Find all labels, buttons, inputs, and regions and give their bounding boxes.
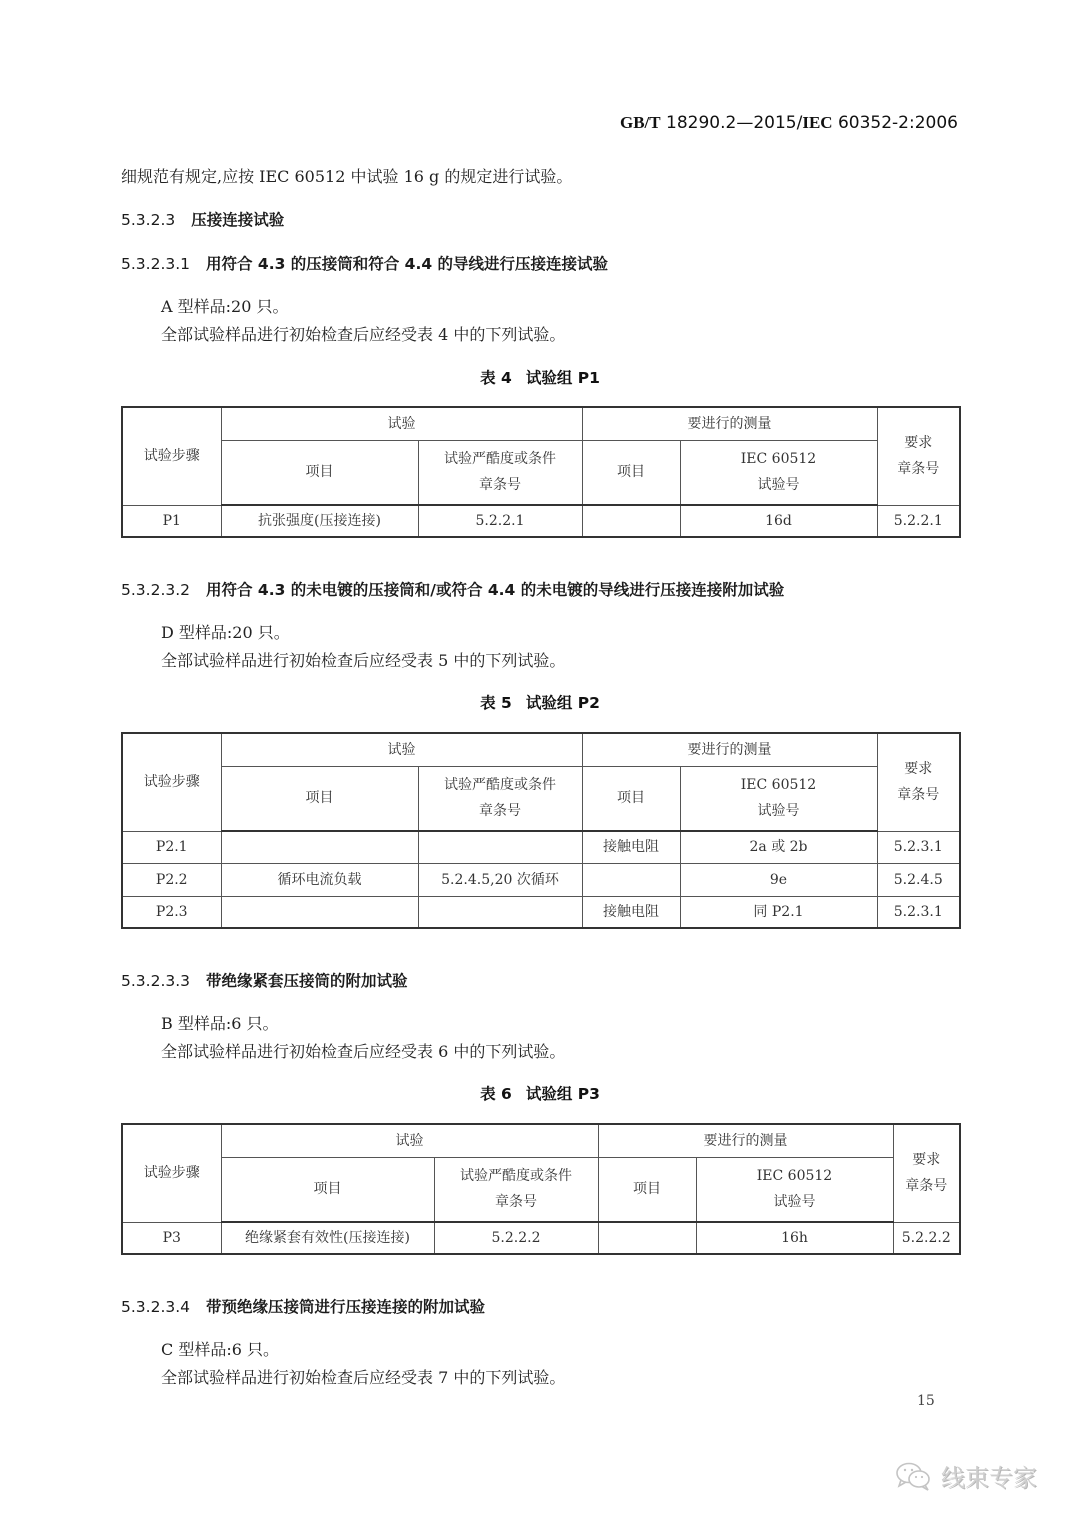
- header-meas-item: 项目: [582, 766, 680, 831]
- caption-number: 表 4: [480, 369, 512, 387]
- page-number: 15: [917, 1393, 935, 1409]
- cell-step: P1: [122, 505, 221, 537]
- cell-severity: [418, 896, 582, 928]
- cell-item: 绝缘紧套有效性(压接连接): [221, 1222, 434, 1254]
- header-step: 试验步骤: [122, 407, 221, 505]
- header-test: 试验: [221, 407, 582, 440]
- section-heading-5-3-2-3-1: [121, 252, 608, 274]
- cell-severity: 5.2.2.2: [434, 1222, 598, 1254]
- caption-title: 试验组 P3: [525, 1085, 600, 1103]
- header-measurement: 要进行的测量: [582, 407, 877, 440]
- sample-count: A 型样品:20 只。: [161, 297, 289, 316]
- section-title: 带预绝缘压接筒进行压接连接的附加试验: [206, 1298, 486, 1316]
- cell-requirement: 5.2.2.1: [877, 505, 960, 537]
- test-instruction: 全部试验样品进行初始检查后应经受表 5 中的下列试验。: [161, 651, 566, 670]
- header-iec: IEC 60512 试验号: [696, 1157, 893, 1222]
- test-instruction: 全部试验样品进行初始检查后应经受表 7 中的下列试验。: [161, 1368, 566, 1387]
- wechat-icon: [895, 1461, 933, 1491]
- header-item: 项目: [221, 440, 418, 505]
- cell-step: P3: [122, 1222, 221, 1254]
- section-number: 5.3.2.3.1: [121, 255, 191, 273]
- section-title: 压接连接试验: [191, 211, 285, 229]
- sample-count: C 型样品:6 只。: [161, 1340, 279, 1359]
- section-title: 带绝缘紧套压接筒的附加试验: [206, 972, 408, 990]
- running-header: [600, 113, 958, 133]
- test-instruction: 全部试验样品进行初始检查后应经受表 4 中的下列试验。: [161, 325, 566, 344]
- header-severity: 试验严酷度或条件 章条号: [434, 1157, 598, 1222]
- header-requirement: 要求 章条号: [877, 407, 960, 505]
- header-requirement: 要求 章条号: [877, 733, 960, 831]
- cell-requirement: 5.2.4.5: [877, 863, 960, 896]
- header-requirement: 要求 章条号: [893, 1124, 960, 1222]
- caption-number: 表 5: [480, 694, 512, 712]
- cell-severity: [418, 831, 582, 863]
- cell-iec: 16h: [696, 1222, 893, 1254]
- header-test: 试验: [221, 733, 582, 766]
- test-instruction: 全部试验样品进行初始检查后应经受表 6 中的下列试验。: [161, 1042, 566, 1061]
- cell-step: P2.1: [122, 831, 221, 863]
- table-5: [121, 732, 961, 929]
- header-step: 试验步骤: [122, 733, 221, 831]
- cell-iec: 同 P2.1: [680, 896, 877, 928]
- cell-meas-item: [582, 863, 680, 896]
- table-row: [122, 863, 960, 896]
- watermark: [895, 1458, 1037, 1493]
- table-row: [122, 831, 960, 863]
- section-heading-5-3-2-3-3: [121, 969, 408, 991]
- table-5-caption: [0, 691, 1080, 713]
- header-test: 试验: [221, 1124, 598, 1157]
- table-row: [122, 896, 960, 928]
- cell-meas-item: 接触电阻: [582, 831, 680, 863]
- cell-step: P2.3: [122, 896, 221, 928]
- cell-severity: 5.2.2.1: [418, 505, 582, 537]
- section-number: 5.3.2.3.3: [121, 972, 191, 990]
- section-number: 5.3.2.3.2: [121, 581, 191, 599]
- section-number: 5.3.2.3: [121, 211, 176, 229]
- header-iec: IEC 60512 试验号: [680, 440, 877, 505]
- cell-meas-item: [598, 1222, 696, 1254]
- section-number: 5.3.2.3.4: [121, 1298, 191, 1316]
- header-meas-item: 项目: [598, 1157, 696, 1222]
- cell-severity: 5.2.4.5,20 次循环: [418, 863, 582, 896]
- cell-requirement: 5.2.2.2: [893, 1222, 960, 1254]
- header-item: 项目: [221, 766, 418, 831]
- standard-number: 18290.2—2015/: [666, 113, 803, 133]
- table-6-caption: [0, 1082, 1080, 1104]
- cell-requirement: 5.2.3.1: [877, 896, 960, 928]
- table-4-caption: [0, 366, 1080, 388]
- cell-step: P2.2: [122, 863, 221, 896]
- caption-title: 试验组 P1: [525, 369, 600, 387]
- sample-count: D 型样品:20 只。: [161, 623, 290, 642]
- cell-item: [221, 831, 418, 863]
- iec-number: 60352-2:2006: [837, 113, 958, 133]
- cell-item: 抗张强度(压接连接): [221, 505, 418, 537]
- header-iec: IEC 60512 试验号: [680, 766, 877, 831]
- caption-title: 试验组 P2: [525, 694, 600, 712]
- cell-item: [221, 896, 418, 928]
- section-title: 用符合 4.3 的压接筒和符合 4.4 的导线进行压接连接试验: [206, 255, 609, 273]
- table-row: [122, 505, 960, 537]
- table-row: [122, 1222, 960, 1254]
- section-heading-5-3-2-3: [121, 208, 284, 230]
- header-step: 试验步骤: [122, 1124, 221, 1222]
- table-4: [121, 406, 961, 538]
- cell-meas-item: 接触电阻: [582, 896, 680, 928]
- watermark-text: 线束专家: [941, 1464, 1037, 1492]
- section-heading-5-3-2-3-2: [121, 578, 784, 600]
- header-meas-item: 项目: [582, 440, 680, 505]
- cell-iec: 16d: [680, 505, 877, 537]
- cell-requirement: 5.2.3.1: [877, 831, 960, 863]
- cell-iec: 9e: [680, 863, 877, 896]
- section-title: 用符合 4.3 的未电镀的压接筒和/或符合 4.4 的未电镀的导线进行压接连接附加试验: [206, 581, 785, 599]
- standard-prefix: GB/T: [620, 113, 661, 132]
- header-measurement: 要进行的测量: [598, 1124, 893, 1157]
- cell-iec: 2a 或 2b: [680, 831, 877, 863]
- header-measurement: 要进行的测量: [582, 733, 877, 766]
- cell-item: 循环电流负载: [221, 863, 418, 896]
- header-severity: 试验严酷度或条件 章条号: [418, 766, 582, 831]
- table-6: [121, 1123, 961, 1255]
- sample-count: B 型样品:6 只。: [161, 1014, 279, 1033]
- intro-paragraph: 细规范有规定,应按 IEC 60512 中试验 16 g 的规定进行试验。: [121, 167, 573, 186]
- cell-meas-item: [582, 505, 680, 537]
- iec-prefix: IEC: [802, 113, 833, 132]
- header-severity: 试验严酷度或条件 章条号: [418, 440, 582, 505]
- header-item: 项目: [221, 1157, 434, 1222]
- section-heading-5-3-2-3-4: [121, 1295, 485, 1317]
- caption-number: 表 6: [480, 1085, 512, 1103]
